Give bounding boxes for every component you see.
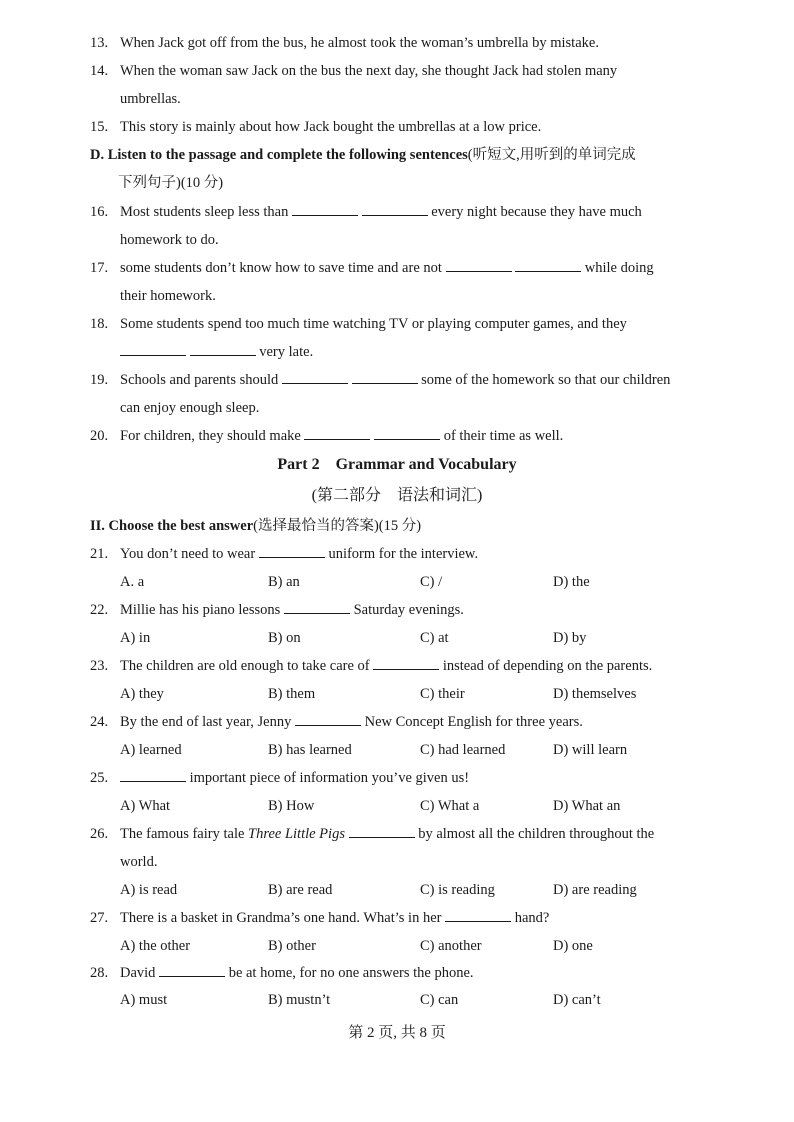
- answer-blank[interactable]: [190, 343, 256, 356]
- question-14-continued: umbrellas.: [120, 91, 181, 107]
- question-text: some students don’t know how to save time and are not: [120, 260, 442, 276]
- answer-blank[interactable]: [373, 657, 439, 670]
- question-text: Most students sleep less than: [120, 204, 289, 220]
- question-number: 27.: [90, 910, 109, 926]
- option-a[interactable]: A) in: [120, 630, 151, 646]
- option-d[interactable]: D) by: [553, 630, 587, 646]
- question-13: [90, 34, 599, 52]
- question-number: 13.: [90, 35, 109, 51]
- question-text: When Jack got off from the bus, he almost took the woman’s umbrella by mistake.: [120, 35, 599, 51]
- option-c[interactable]: C) is reading: [420, 882, 495, 898]
- option-b[interactable]: B) has learned: [268, 742, 352, 758]
- section-d-instruction-cn-cont: 下列句子)(10 分): [118, 175, 224, 191]
- question-text: When the woman saw Jack on the bus the next day, she thought Jack had stolen many: [120, 63, 618, 79]
- question-text: uniform for the interview.: [328, 546, 479, 562]
- question-25: [90, 769, 469, 787]
- question-text: Millie has his piano lessons: [120, 602, 281, 618]
- section-ii-instruction-cn: (选择最恰当的答案)(15 分): [253, 518, 422, 534]
- question-19: [90, 371, 670, 389]
- question-text: For children, they should make: [120, 428, 301, 444]
- answer-blank[interactable]: [304, 427, 370, 440]
- option-b[interactable]: B) How: [268, 798, 315, 814]
- question-text: instead of depending on the parents.: [442, 658, 653, 674]
- question-text: This story is mainly about how Jack bought the umbrellas at a low price.: [120, 119, 542, 135]
- answer-blank[interactable]: [282, 371, 348, 384]
- question-28: [90, 964, 474, 982]
- answer-blank[interactable]: [284, 601, 350, 614]
- option-d[interactable]: D) themselves: [553, 686, 637, 702]
- option-d[interactable]: D) one: [553, 938, 593, 954]
- answer-blank[interactable]: [445, 909, 511, 922]
- option-a[interactable]: A) must: [120, 992, 168, 1008]
- question-18-continued: [120, 343, 313, 361]
- option-a[interactable]: A) What: [120, 798, 171, 814]
- question-24: [90, 713, 583, 731]
- question-number: 17.: [90, 260, 109, 276]
- question-number: 23.: [90, 658, 109, 674]
- question-16: [90, 203, 642, 221]
- question-16-continued: homework to do.: [120, 232, 219, 248]
- option-a[interactable]: A. a: [120, 574, 145, 590]
- question-18: [90, 315, 627, 333]
- question-text: The children are old enough to take care of: [120, 658, 370, 674]
- question-number: 18.: [90, 316, 109, 332]
- option-c[interactable]: C) /: [420, 574, 443, 590]
- answer-blank[interactable]: [295, 713, 361, 726]
- option-c[interactable]: C) can: [420, 992, 459, 1008]
- question-15: [90, 118, 541, 136]
- question-17-continued: their homework.: [120, 288, 216, 304]
- page-number-footer: 第 2 页, 共 8 页: [348, 1025, 446, 1041]
- question-text: David: [120, 965, 156, 981]
- question-21: [90, 545, 478, 563]
- answer-blank[interactable]: [120, 343, 186, 356]
- question-22: [90, 601, 464, 619]
- option-a[interactable]: A) they: [120, 686, 164, 702]
- section-d-title: D. Listen to the passage and complete the following sentences: [90, 147, 468, 163]
- option-c[interactable]: C) What a: [420, 798, 480, 814]
- answer-blank[interactable]: [259, 545, 325, 558]
- option-c[interactable]: C) at: [420, 630, 449, 646]
- option-c[interactable]: C) another: [420, 938, 482, 954]
- option-d[interactable]: D) What an: [553, 798, 621, 814]
- option-b[interactable]: B) other: [268, 938, 316, 954]
- question-text: Schools and parents should: [120, 372, 279, 388]
- option-a[interactable]: A) learned: [120, 742, 182, 758]
- option-b[interactable]: B) mustn’t: [268, 992, 331, 1008]
- section-d-instruction-cn: (听短文,用听到的单词完成: [467, 147, 636, 163]
- question-number: 16.: [90, 204, 109, 220]
- answer-blank[interactable]: [374, 427, 440, 440]
- question-text: hand?: [514, 910, 550, 926]
- question-number: 28.: [90, 965, 109, 981]
- question-23: [90, 657, 652, 675]
- option-b[interactable]: B) on: [268, 630, 301, 646]
- question-text: while doing: [584, 260, 654, 276]
- question-26-continued: world.: [120, 854, 158, 870]
- question-text: Saturday evenings.: [353, 602, 464, 618]
- question-number: 20.: [90, 428, 109, 444]
- option-a[interactable]: A) the other: [120, 938, 191, 954]
- option-a[interactable]: A) is read: [120, 882, 178, 898]
- question-text: be at home, for no one answers the phone.: [228, 965, 474, 981]
- section-ii-heading: [90, 517, 421, 535]
- question-number: 15.: [90, 119, 109, 135]
- answer-blank[interactable]: [352, 371, 418, 384]
- question-27: [90, 909, 549, 927]
- question-text: every night because they have much: [431, 204, 642, 220]
- option-d[interactable]: D) are reading: [553, 882, 637, 898]
- question-number: 21.: [90, 546, 109, 562]
- question-14: [90, 62, 617, 80]
- question-17: [90, 259, 654, 277]
- answer-blank[interactable]: [120, 769, 186, 782]
- option-c[interactable]: C) had learned: [420, 742, 506, 758]
- question-number: 25.: [90, 770, 109, 786]
- answer-blank[interactable]: [292, 203, 358, 216]
- section-ii-title: II. Choose the best answer: [90, 518, 254, 534]
- question-20: [90, 427, 563, 445]
- part-2-title: Part 2 Grammar and Vocabulary: [277, 456, 517, 473]
- question-text: by almost all the children throughout the: [418, 826, 655, 842]
- question-text: There is a basket in Grandma’s one hand. What’s in her: [120, 910, 442, 926]
- question-text: By the end of last year, Jenny: [120, 714, 292, 730]
- option-c[interactable]: C) their: [420, 686, 465, 702]
- story-title: Three Little Pigs: [248, 826, 345, 842]
- question-number: 26.: [90, 826, 109, 842]
- answer-blank[interactable]: [515, 259, 581, 272]
- option-b[interactable]: B) them: [268, 686, 316, 702]
- question-26: [90, 825, 654, 843]
- answer-blank[interactable]: [159, 964, 225, 977]
- question-text: The famous fairy tale: [120, 826, 245, 842]
- question-text: You don’t need to wear: [120, 546, 256, 562]
- option-d[interactable]: D) will learn: [553, 742, 628, 758]
- question-19-continued: can enjoy enough sleep.: [120, 400, 260, 416]
- question-number: 22.: [90, 602, 109, 618]
- question-text: some of the homework so that our children: [421, 372, 671, 388]
- question-text: New Concept English for three years.: [364, 714, 583, 730]
- question-text: very late.: [259, 344, 314, 360]
- answer-blank[interactable]: [349, 825, 415, 838]
- question-number: 24.: [90, 714, 109, 730]
- answer-blank[interactable]: [362, 203, 428, 216]
- question-number: 19.: [90, 372, 109, 388]
- option-b[interactable]: B) an: [268, 574, 300, 590]
- part-2-subtitle: (第二部分 语法和词汇): [311, 487, 483, 504]
- option-d[interactable]: D) can’t: [553, 992, 601, 1008]
- question-number: 14.: [90, 63, 109, 79]
- option-d[interactable]: D) the: [553, 574, 590, 590]
- option-b[interactable]: B) are read: [268, 882, 333, 898]
- question-text: important piece of information you’ve given us!: [189, 770, 470, 786]
- answer-blank[interactable]: [446, 259, 512, 272]
- section-d-heading: [90, 146, 636, 164]
- question-text: Some students spend too much time watching TV or playing computer games, and they: [120, 316, 627, 332]
- question-text: of their time as well.: [443, 428, 564, 444]
